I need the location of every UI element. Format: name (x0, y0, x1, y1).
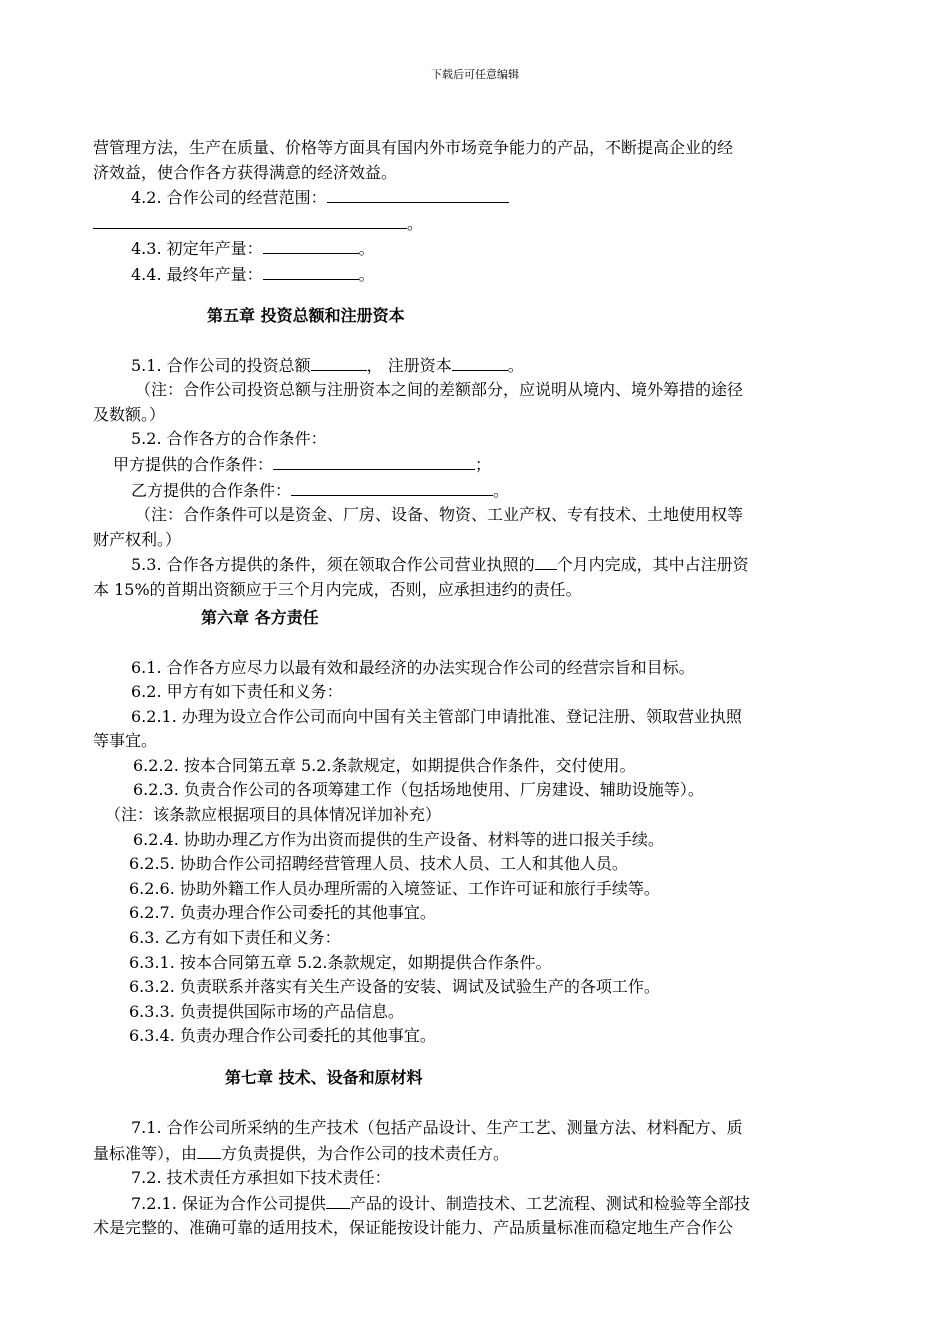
clause-5-3-text: 5.3. 合作各方提供的条件，须在领取合作公司营业执照的 (131, 555, 535, 575)
punctuation: ； (475, 454, 492, 474)
total-investment-blank (311, 353, 367, 371)
chapter-5-heading: 第五章 投资总额和注册资本 (207, 305, 405, 325)
clause-6-3-1: 6.3.1. 按本合同第五章 5.2.条款规定，如期提供合作条件。 (129, 952, 552, 972)
clause-4-2 (93, 185, 859, 211)
business-scope-blank (327, 185, 509, 203)
clause-7-2-1 (93, 1191, 859, 1217)
clause-6-2-1-cont: 等事宜。 (93, 731, 158, 751)
party-b-label: 乙方提供的合作条件： (131, 480, 292, 500)
clause-4-2-cont (93, 211, 859, 237)
clause-7-2-1-cont: 术是完整的、准确可靠的适用技术，保证能按设计能力、产品质量标准而稳定地生产合作公 (93, 1218, 734, 1238)
punctuation: 。 (358, 239, 375, 259)
clause-6-2-7: 6.2.7. 负责办理合作公司委托的其他事宜。 (129, 903, 436, 923)
clause-6-2-3: 6.2.3. 负责合作公司的各项筹建工作（包括场地使用、厂房建设、辅助设施等）。 (133, 780, 704, 800)
note-5-2-cont: 财产权利。） (93, 529, 182, 549)
clause-5-3 (93, 552, 859, 578)
initial-output-blank (263, 236, 359, 254)
note-6-2-3: （注：该条款应根据项目的具体情况详加补充） (105, 805, 442, 825)
clause-7-2-1-text-2: 产品的设计、制造技术、工艺流程、测试和检验等全部技 (349, 1193, 750, 1213)
clause-6-2-2: 6.2.2. 按本合同第五章 5.2.条款规定，如期提供合作条件，交付使用。 (133, 755, 636, 775)
clause-4-3-label: 4.3. 初定年产量： (131, 239, 263, 259)
clause-4-4-label: 4.4. 最终年产量： (131, 264, 263, 284)
party-a-label: 甲方提供的合作条件： (113, 454, 274, 474)
clause-5-2: 5.2. 合作各方的合作条件： (131, 429, 327, 449)
clause-7-1-text-2: 方负责提供，为合作公司的技术责任方。 (221, 1143, 510, 1163)
page-header: 下载后可任意编辑 (431, 68, 519, 81)
clause-7-2-1-text: 7.2.1. 保证为合作公司提供 (131, 1193, 326, 1213)
clause-6-2-1: 6.2.1. 办理为设立合作公司而向中国有关主管部门申请批准、登记注册、领取营业执照 (131, 706, 742, 726)
clause-5-3-text-2: 个月内完成，其中占注册资 (556, 555, 749, 575)
business-scope-blank-2 (93, 211, 407, 229)
clause-7-1: 7.1. 合作公司所采纳的生产技术（包括产品设计、生产工艺、测量方法、材料配方、质 (131, 1118, 743, 1137)
clause-6-3-4: 6.3.4. 负责办理合作公司委托的其他事宜。 (129, 1026, 436, 1046)
party-b-conditions (93, 478, 859, 504)
clause-5-1 (93, 353, 859, 379)
clause-6-2: 6.2. 甲方有如下责任和义务： (131, 682, 343, 702)
clause-6-3-2: 6.3.2. 负责联系并落实有关生产设备的安装、调试及试验生产的各项工作。 (129, 977, 660, 997)
punctuation: 。 (493, 480, 510, 500)
party-a-blank (273, 452, 475, 470)
clause-4-2-label: 4.2. 合作公司的经营范围： (131, 188, 327, 208)
punctuation: 。 (358, 264, 375, 284)
product-blank (326, 1191, 350, 1209)
chapter-7-heading: 第七章 技术、设备和原材料 (225, 1068, 423, 1087)
party-b-blank (291, 478, 493, 496)
chapter-6-heading: 第六章 各方责任 (201, 607, 319, 627)
note-5-2: （注：合作条件可以是资金、厂房、设备、物资、工业产权、专有技术、土地使用权等 (135, 505, 744, 525)
document-body (93, 136, 859, 1241)
clause-6-3-3: 6.3.3. 负责提供国际市场的产品信息。 (129, 1001, 404, 1021)
clause-7-1-cont (93, 1141, 859, 1167)
clause-6-2-6: 6.2.6. 协助外籍工作人员办理所需的入境签证、工作许可证和旅行手续等。 (129, 878, 660, 898)
clause-4-4 (93, 262, 859, 288)
paragraph-line: 济效益，使合作各方获得满意的经济效益。 (93, 162, 398, 182)
punctuation: 。 (407, 213, 424, 233)
clause-4-3 (93, 236, 859, 262)
clause-5-3-cont: 本 15%的首期出资额应于三个月内完成，否则，应承担违约的责任。 (93, 579, 582, 599)
punctuation: 。 (507, 355, 524, 375)
clause-7-2: 7.2. 技术责任方承担如下技术责任： (131, 1168, 391, 1188)
months-blank (535, 552, 557, 570)
party-a-conditions (93, 452, 859, 478)
clause-6-1: 6.1. 合作各方应尽力以最有效和最经济的办法实现合作公司的经营宗旨和目标。 (131, 657, 695, 677)
registered-capital-blank (452, 353, 508, 371)
registered-capital-label: ， 注册资本 (366, 355, 452, 375)
paragraph-line: 营管理方法，生产在质量、价格等方面具有国内外市场竞争能力的产品，不断提高企业的经 (93, 138, 734, 157)
clause-6-2-5: 6.2.5. 协助合作公司招聘经营管理人员、技术人员、工人和其他人员。 (129, 854, 628, 874)
clause-6-2-4: 6.2.4. 协助办理乙方作为出资而提供的生产设备、材料等的进口报关手续。 (133, 829, 664, 849)
clause-5-1-label: 5.1. 合作公司的投资总额 (131, 355, 311, 375)
final-output-blank (263, 262, 359, 280)
clause-7-1-text: 量标准等），由 (93, 1143, 198, 1163)
party-blank (197, 1141, 221, 1159)
clause-6-3: 6.3. 乙方有如下责任和义务： (129, 928, 341, 948)
note-5-1: （注：合作公司投资总额与注册资本之间的差额部分，应说明从境内、境外筹措的途径 (135, 380, 744, 400)
note-5-1-cont: 及数额。） (93, 404, 166, 424)
